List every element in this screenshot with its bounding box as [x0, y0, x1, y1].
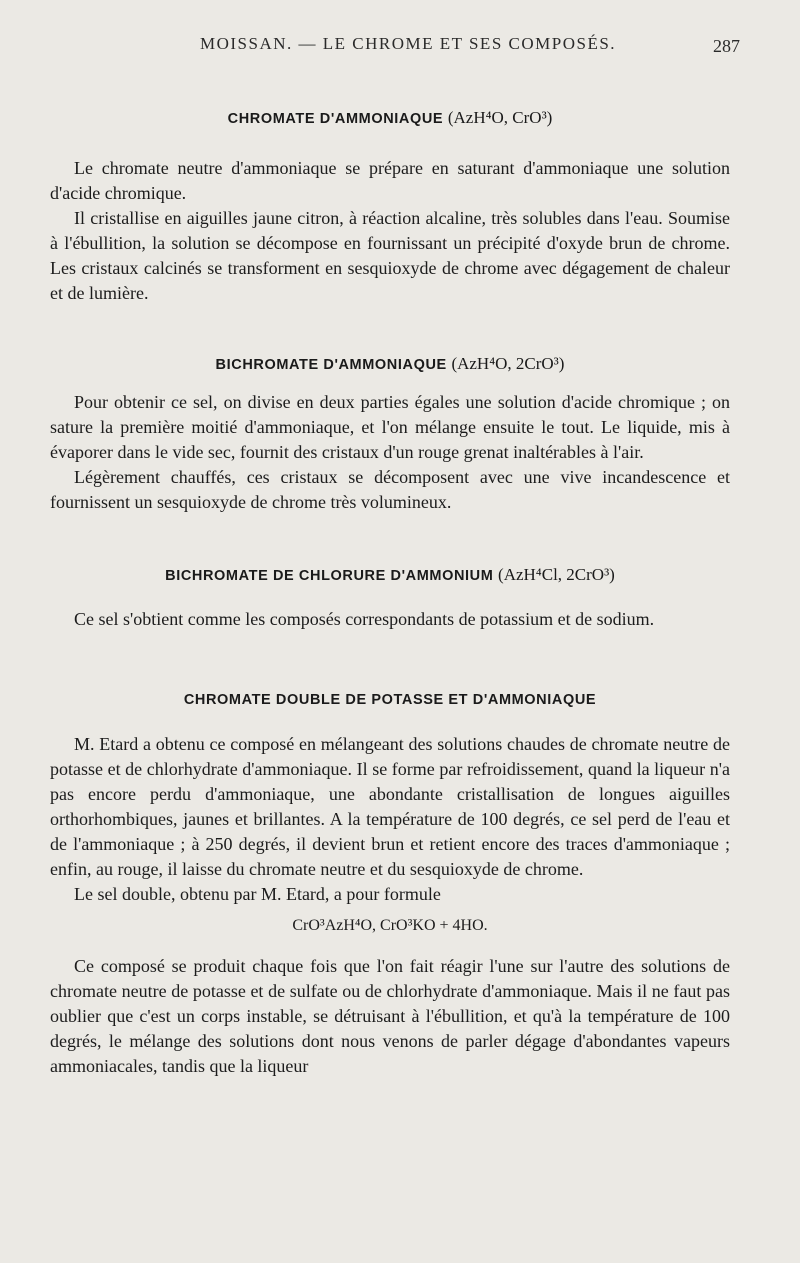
paragraph: Légèrement chauffés, ces cristaux se décomposent avec une vive incandescence et fournissent un sesquioxyde de chrome très volumineux.	[50, 467, 730, 512]
running-head: MOISSAN. — LE CHROME ET SES COMPOSÉS.	[200, 34, 617, 53]
paragraph: Le sel double, obtenu par M. Etard, a pour formule	[74, 884, 441, 904]
section-title: BICHROMATE D'AMMONIAQUE	[215, 357, 447, 373]
section-formula: (AzH⁴O, 2CrO³)	[451, 354, 565, 373]
chemical-formula: CrO³AzH⁴O, CrO³KO + 4HO.	[292, 917, 488, 934]
page-number: 287	[713, 36, 740, 56]
paragraph: Ce sel s'obtient comme les composés correspondants de potassium et de sodium.	[74, 609, 655, 629]
section-title: CHROMATE D'AMMONIAQUE	[227, 111, 444, 127]
paragraph: Il cristallise en aiguilles jaune citron, à réaction alcaline, très solubles dans l'eau. Soumise à l'ébullition, la solution se décompose en fournissant un précipité d'oxyde brun de chrome. Les cristaux calcinés se transforment en sesquioxyde de chrome avec dégagement de chaleur et de lumière.	[50, 208, 730, 303]
paragraph: Pour obtenir ce sel, on divise en deux parties égales une solution d'acide chromique ; on sature la première moitié d'ammoniaque, et l'on mélange ensuite le tout. Le liquide, mis à évaporer dans le vide sec, fournit des cristaux d'un rouge grenat inaltérables à l'air.	[50, 392, 730, 462]
section-heading-chromate-double	[50, 692, 730, 708]
section-formula: (AzH⁴O, CrO³)	[447, 108, 553, 127]
page-body	[50, 108, 730, 1079]
paragraph: M. Etard a obtenu ce composé en mélangeant des solutions chaudes de chromate neutre de potasse et de chlorhydrate d'ammoniaque. Il se forme par refroidissement, quand la liqueur n'a pas encore perdu d'ammoniaque, une abondante cristallisation de longues aiguilles orthorhombiques, jaunes et brillantes. A la température de 100 degrés, ce sel perd de l'eau et de l'ammoniaque ; à 250 degrés, il devient brun et retient encore des traces d'ammoniaque ; enfin, au rouge, il laisse du chromate neutre et du sesquioxyde de chrome.	[50, 734, 730, 879]
section-title: BICHROMATE DE CHLORURE D'AMMONIUM	[165, 568, 494, 584]
page-header	[0, 34, 800, 58]
section-heading-chromate-ammoniaque	[50, 108, 730, 128]
section-heading-bichromate-chlorure	[50, 565, 730, 585]
section-formula: (AzH⁴Cl, 2CrO³)	[498, 565, 615, 584]
paragraph: Ce composé se produit chaque fois que l'on fait réagir l'une sur l'autre des solutions de chromate neutre de potasse et de sulfate ou de chlorhydrate d'ammoniaque. Mais il ne faut pas oublier que c'est un corps instable, se détruisant à l'ébullition, et qu'à la température de 100 degrés, le mélange des solutions dont nous venons de parler dégage d'abondantes vapeurs ammoniacales, tandis que la liqueur	[50, 956, 730, 1076]
section-heading-bichromate-ammoniaque	[50, 354, 730, 374]
section-title: CHROMATE DOUBLE DE POTASSE ET D'AMMONIAQUE	[183, 692, 597, 708]
paragraph: Le chromate neutre d'ammoniaque se prépare en saturant d'ammoniaque une solution d'acide chromique.	[50, 158, 730, 203]
